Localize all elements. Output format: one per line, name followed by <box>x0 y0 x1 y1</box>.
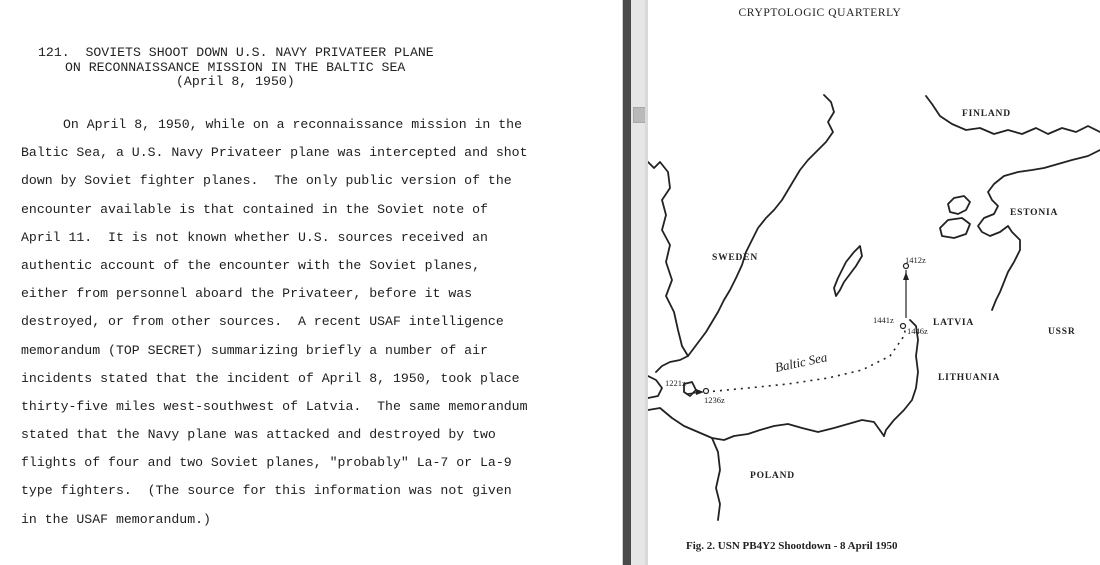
body-line: flights of four and two Soviet planes, "probably" La-7 or La-9 <box>21 455 512 471</box>
document-right-page <box>648 0 1100 565</box>
flight-arrowhead-west <box>696 389 704 395</box>
body-line: thirty-five miles west-southwest of Latvia. The same memorandum <box>21 398 528 414</box>
finland-coastline <box>926 96 1100 134</box>
sweden-west-coast <box>648 162 688 356</box>
gotland-island <box>834 246 862 296</box>
document-body <box>21 115 621 538</box>
label-ussr: USSR <box>1048 327 1076 337</box>
danish-coast <box>648 376 662 398</box>
estonia-coastline <box>978 150 1100 310</box>
heading-line-3: (April 8, 1950) <box>176 74 295 89</box>
body-line: type fighters. (The source for this information was not given <box>21 483 512 499</box>
sweden-coastline <box>656 95 834 372</box>
label-latvia: LATVIA <box>933 318 975 328</box>
saaremaa-island <box>948 196 970 214</box>
time-1221: 1221z <box>665 378 686 388</box>
body-line: stated that the Navy plane was attacked and destroyed by two <box>21 427 496 443</box>
time-1441: 1441z <box>873 315 894 325</box>
journal-title: CRYPTOLOGIC QUARTERLY <box>738 7 902 19</box>
body-line: destroyed, or from other sources. A recent USAF intelligence <box>21 314 504 330</box>
page-divider-scrollbar[interactable] <box>622 0 648 565</box>
flight-arrowhead <box>903 272 909 280</box>
time-1446: 1446z <box>907 326 928 336</box>
label-lithuania: LITHUANIA <box>938 373 1001 383</box>
baltic-map <box>648 0 1100 565</box>
label-estonia: ESTONIA <box>1010 208 1059 218</box>
body-line: Baltic Sea, a U.S. Navy Privateer plane was intercepted and shot <box>21 145 528 161</box>
latvia-coastline <box>884 320 918 436</box>
body-line: memorandum (TOP SECRET) summarizing briefly a number of air <box>21 342 488 358</box>
figure-caption: Fig. 2. USN PB4Y2 Shootdown - 8 April 1950 <box>686 540 898 552</box>
label-sweden: SWEDEN <box>712 253 758 263</box>
document-heading <box>38 46 598 90</box>
hiiumaa-island <box>940 218 970 238</box>
body-line: authentic account of the encounter with the Soviet planes, <box>21 257 480 273</box>
label-baltic-sea: Baltic Sea <box>773 349 829 375</box>
heading-line-2: ON RECONNAISSANCE MISSION IN THE BALTIC SEA <box>65 59 406 75</box>
waypoint-1236 <box>704 389 709 394</box>
label-finland: FINLAND <box>962 109 1011 119</box>
body-line: down by Soviet fighter planes. The only public version of the <box>21 173 512 189</box>
body-line: On April 8, 1950, while on a reconnaissance mission in the <box>63 117 522 132</box>
divider-shadow <box>623 0 631 565</box>
label-poland: POLAND <box>750 471 795 481</box>
south-coastline <box>648 408 884 440</box>
body-line: April 11. It is not known whether U.S. sources received an <box>21 229 488 245</box>
poland-coastline <box>712 438 720 520</box>
body-line: encounter available is that contained in the Soviet note of <box>21 201 488 217</box>
body-line: incidents stated that the incident of April 8, 1950, took place <box>21 370 520 386</box>
heading-line-1: 121. SOVIETS SHOOT DOWN U.S. NAVY PRIVATEER PLANE <box>38 45 434 60</box>
body-line: in the USAF memorandum.) <box>21 511 211 527</box>
time-1412: 1412z <box>905 255 926 265</box>
body-line: either from personnel aboard the Privateer, before it was <box>21 286 473 302</box>
time-1236: 1236z <box>704 395 725 405</box>
waypoint-1441 <box>901 324 906 329</box>
